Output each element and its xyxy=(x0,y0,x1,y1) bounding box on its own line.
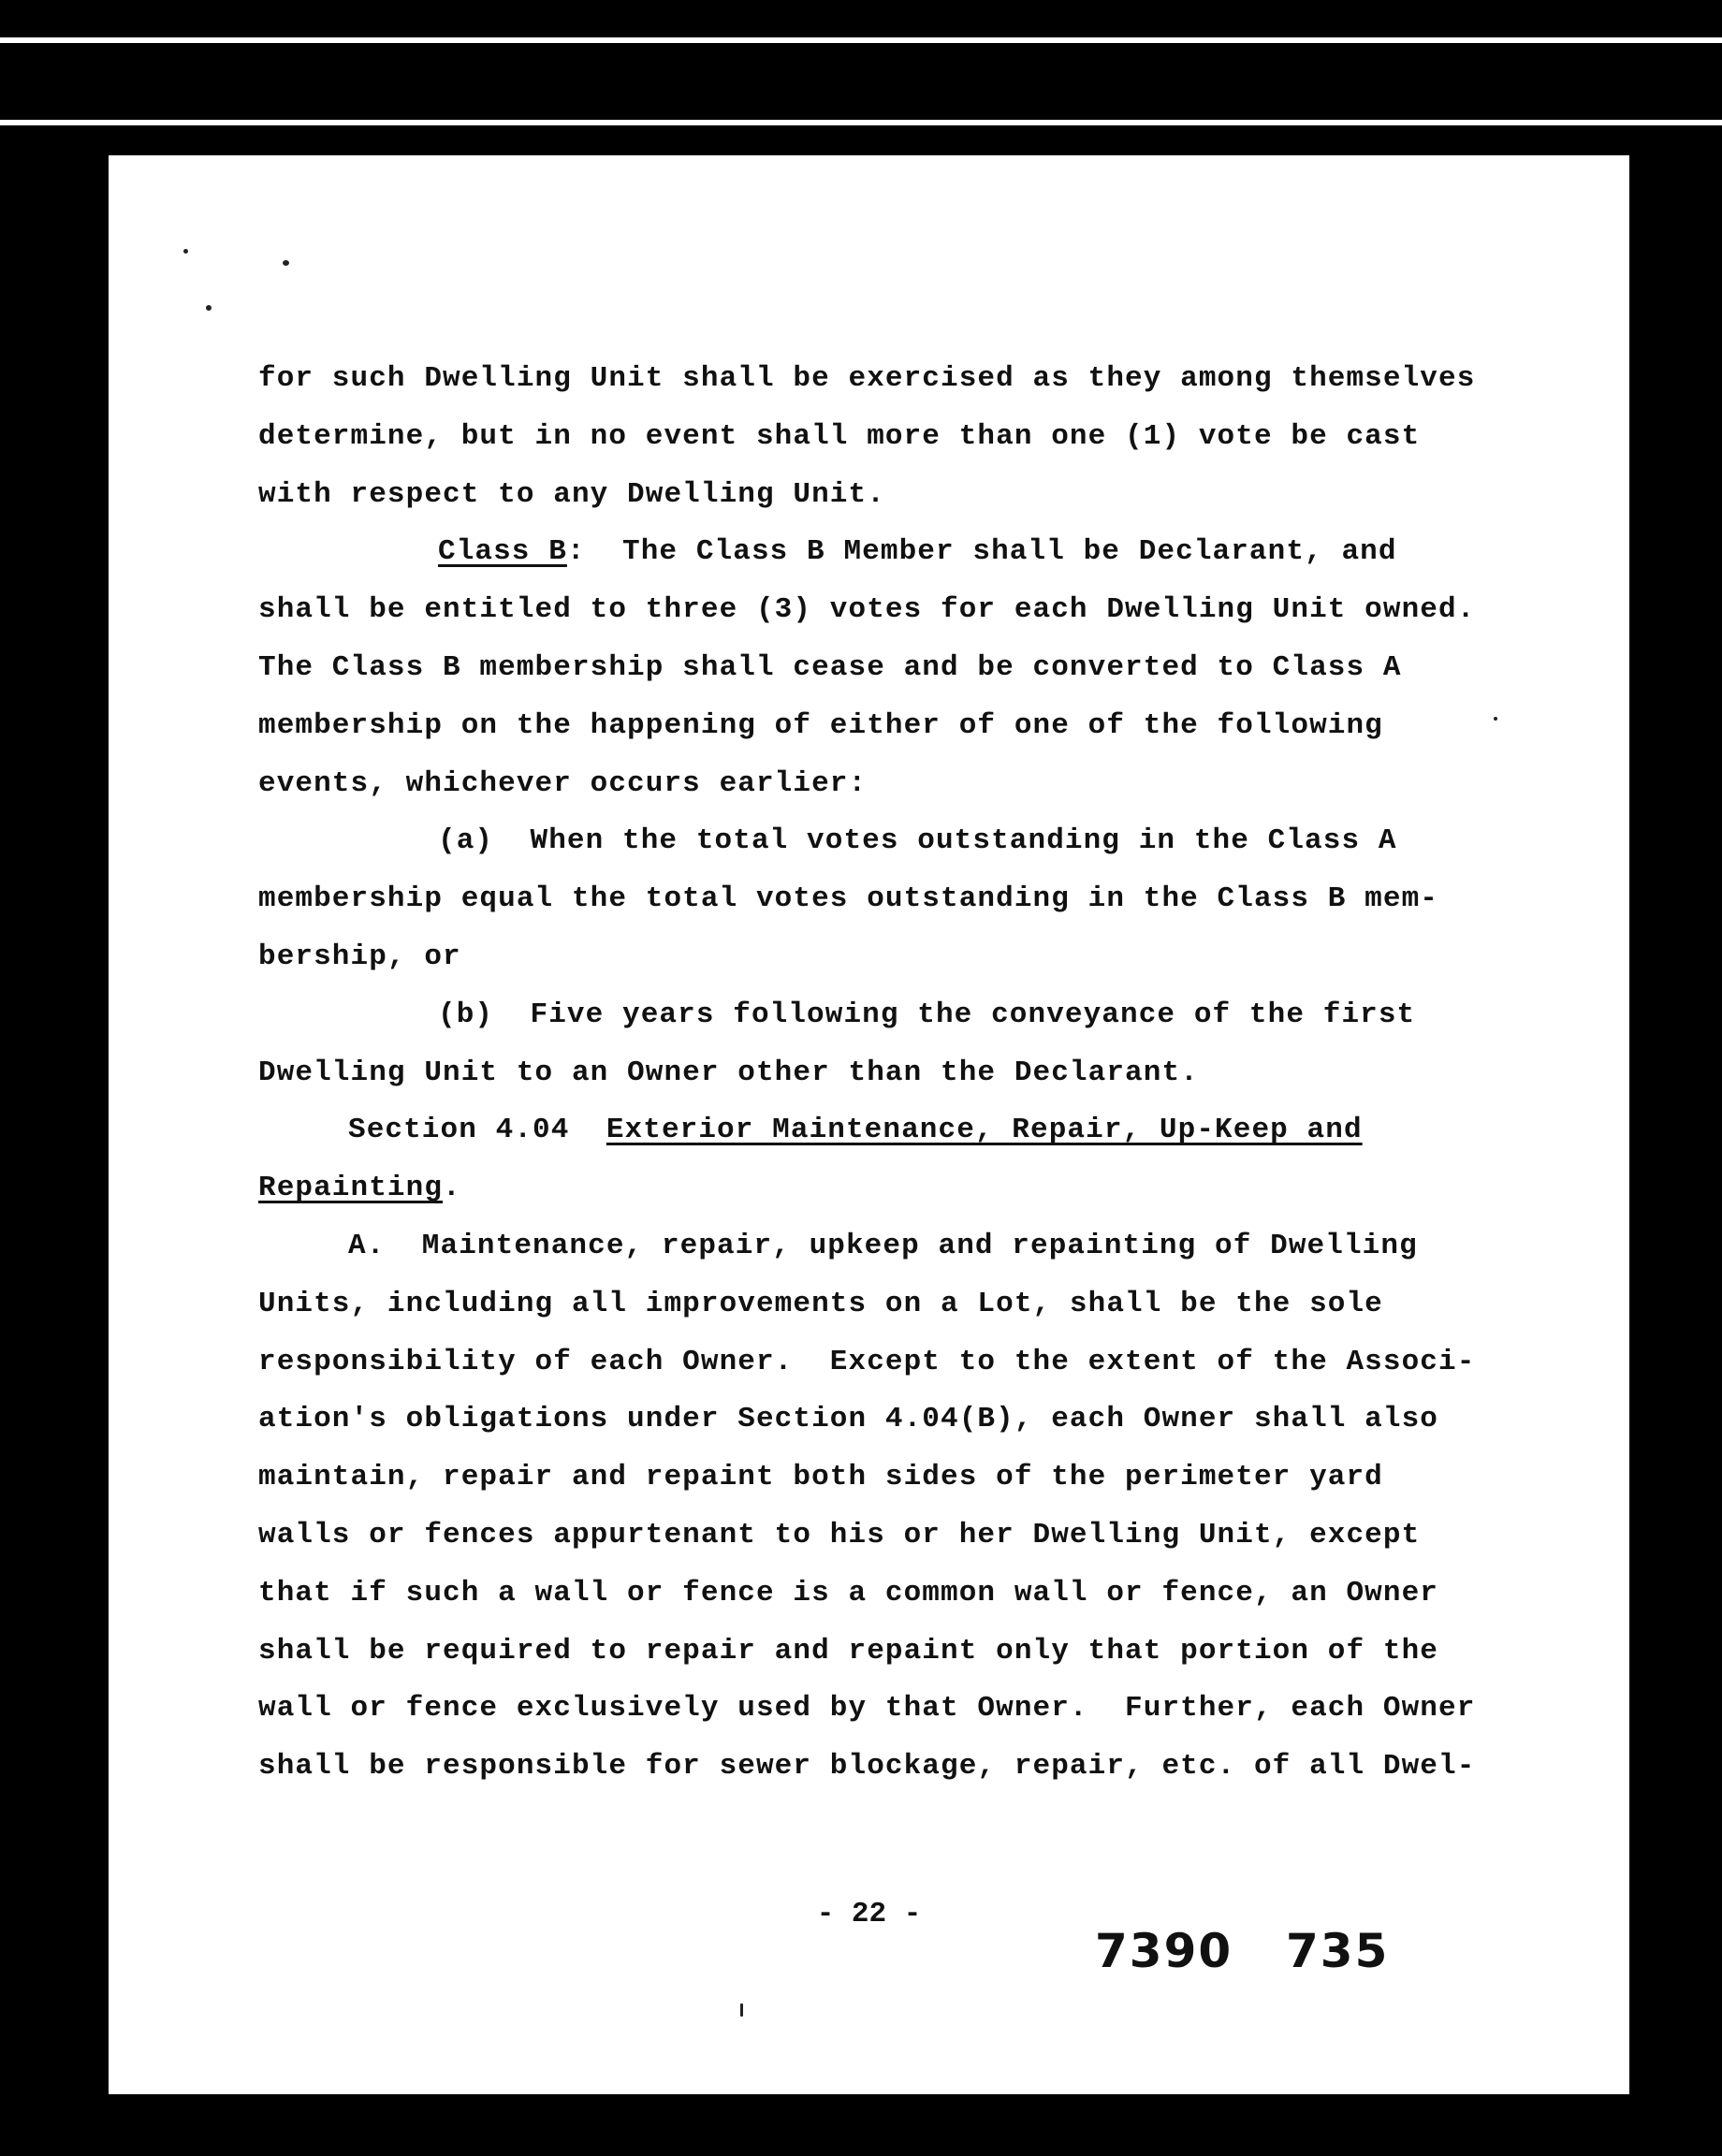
class-b-text: : The Class B Member shall be Declarant, and xyxy=(566,535,1397,569)
text-line: shall be entitled to three (3) votes for each Dwelling Unit owned. xyxy=(258,593,1476,627)
scan-speck xyxy=(740,2003,743,2017)
text-line: wall or fence exclusively used by that Owner. Further, each Owner xyxy=(258,1692,1476,1726)
recording-stamp-book: 7390 xyxy=(1095,1924,1233,1978)
text-line: Dwelling Unit to an Owner other than the Declarant. xyxy=(258,1056,1199,1089)
text-line: membership on the happening of either of one of the following xyxy=(258,708,1383,742)
section-heading-line-2 xyxy=(258,1159,1569,1217)
document-page xyxy=(109,155,1629,2094)
text-line: membership equal the total votes outstanding in the Class B mem- xyxy=(258,882,1438,916)
scan-speck xyxy=(1494,717,1497,721)
section-period: . xyxy=(443,1172,461,1205)
text-line: maintain, repair and repaint both sides of the perimeter yard xyxy=(258,1461,1383,1494)
scan-line xyxy=(0,120,1722,125)
text-line: for such Dwelling Unit shall be exercised as they among themselves xyxy=(258,362,1476,395)
document-body xyxy=(258,350,1569,1796)
text-line: bership, or xyxy=(258,940,461,973)
text-line: shall be required to repair and repaint only that portion of the xyxy=(258,1634,1438,1668)
scan-speck xyxy=(206,305,212,311)
text-line: responsibility of each Owner. Except to the extent of the Associ- xyxy=(258,1345,1476,1378)
text-line: walls or fences appurtenant to his or her Dwelling Unit, except xyxy=(258,1518,1421,1551)
text-line: that if such a wall or fence is a common wall or fence, an Owner xyxy=(258,1576,1438,1610)
section-heading-line xyxy=(258,1101,1569,1159)
text-line: The Class B membership shall cease and be converted to Class A xyxy=(258,650,1402,684)
section-title-cont: Repainting xyxy=(258,1172,444,1205)
class-b-heading: Class B xyxy=(438,535,567,569)
item-a-first-line: (a) When the total votes outstanding in the Class A xyxy=(438,824,1397,858)
section-title: Exterior Maintenance, Repair, Up-Keep and xyxy=(606,1114,1363,1147)
text-line: events, whichever occurs earlier: xyxy=(258,766,868,800)
item-b-first-line: (b) Five years following the conveyance of the first xyxy=(438,998,1416,1031)
section-number: Section 4.04 xyxy=(348,1114,606,1147)
page-number: - 22 - xyxy=(816,1898,922,1930)
class-b-line xyxy=(258,523,1569,581)
text-line: with respect to any Dwelling Unit. xyxy=(258,477,885,511)
scan-speck xyxy=(183,249,188,254)
scan-line xyxy=(0,37,1722,43)
scan-top-border xyxy=(0,0,1722,126)
item-A-first-line: A. Maintenance, repair, upkeep and repainting of Dwelling xyxy=(348,1229,1418,1262)
text-line: determine, but in no event shall more than one (1) vote be cast xyxy=(258,419,1421,453)
scan-speck xyxy=(283,260,289,266)
recording-stamp-page: 735 xyxy=(1286,1924,1390,1978)
text-line: shall be responsible for sewer blockage, repair, etc. of all Dwel- xyxy=(258,1750,1476,1784)
text-line: Units, including all improvements on a Lot, shall be the sole xyxy=(258,1287,1383,1320)
text-line: ation's obligations under Section 4.04(B), each Owner shall also xyxy=(258,1403,1438,1436)
